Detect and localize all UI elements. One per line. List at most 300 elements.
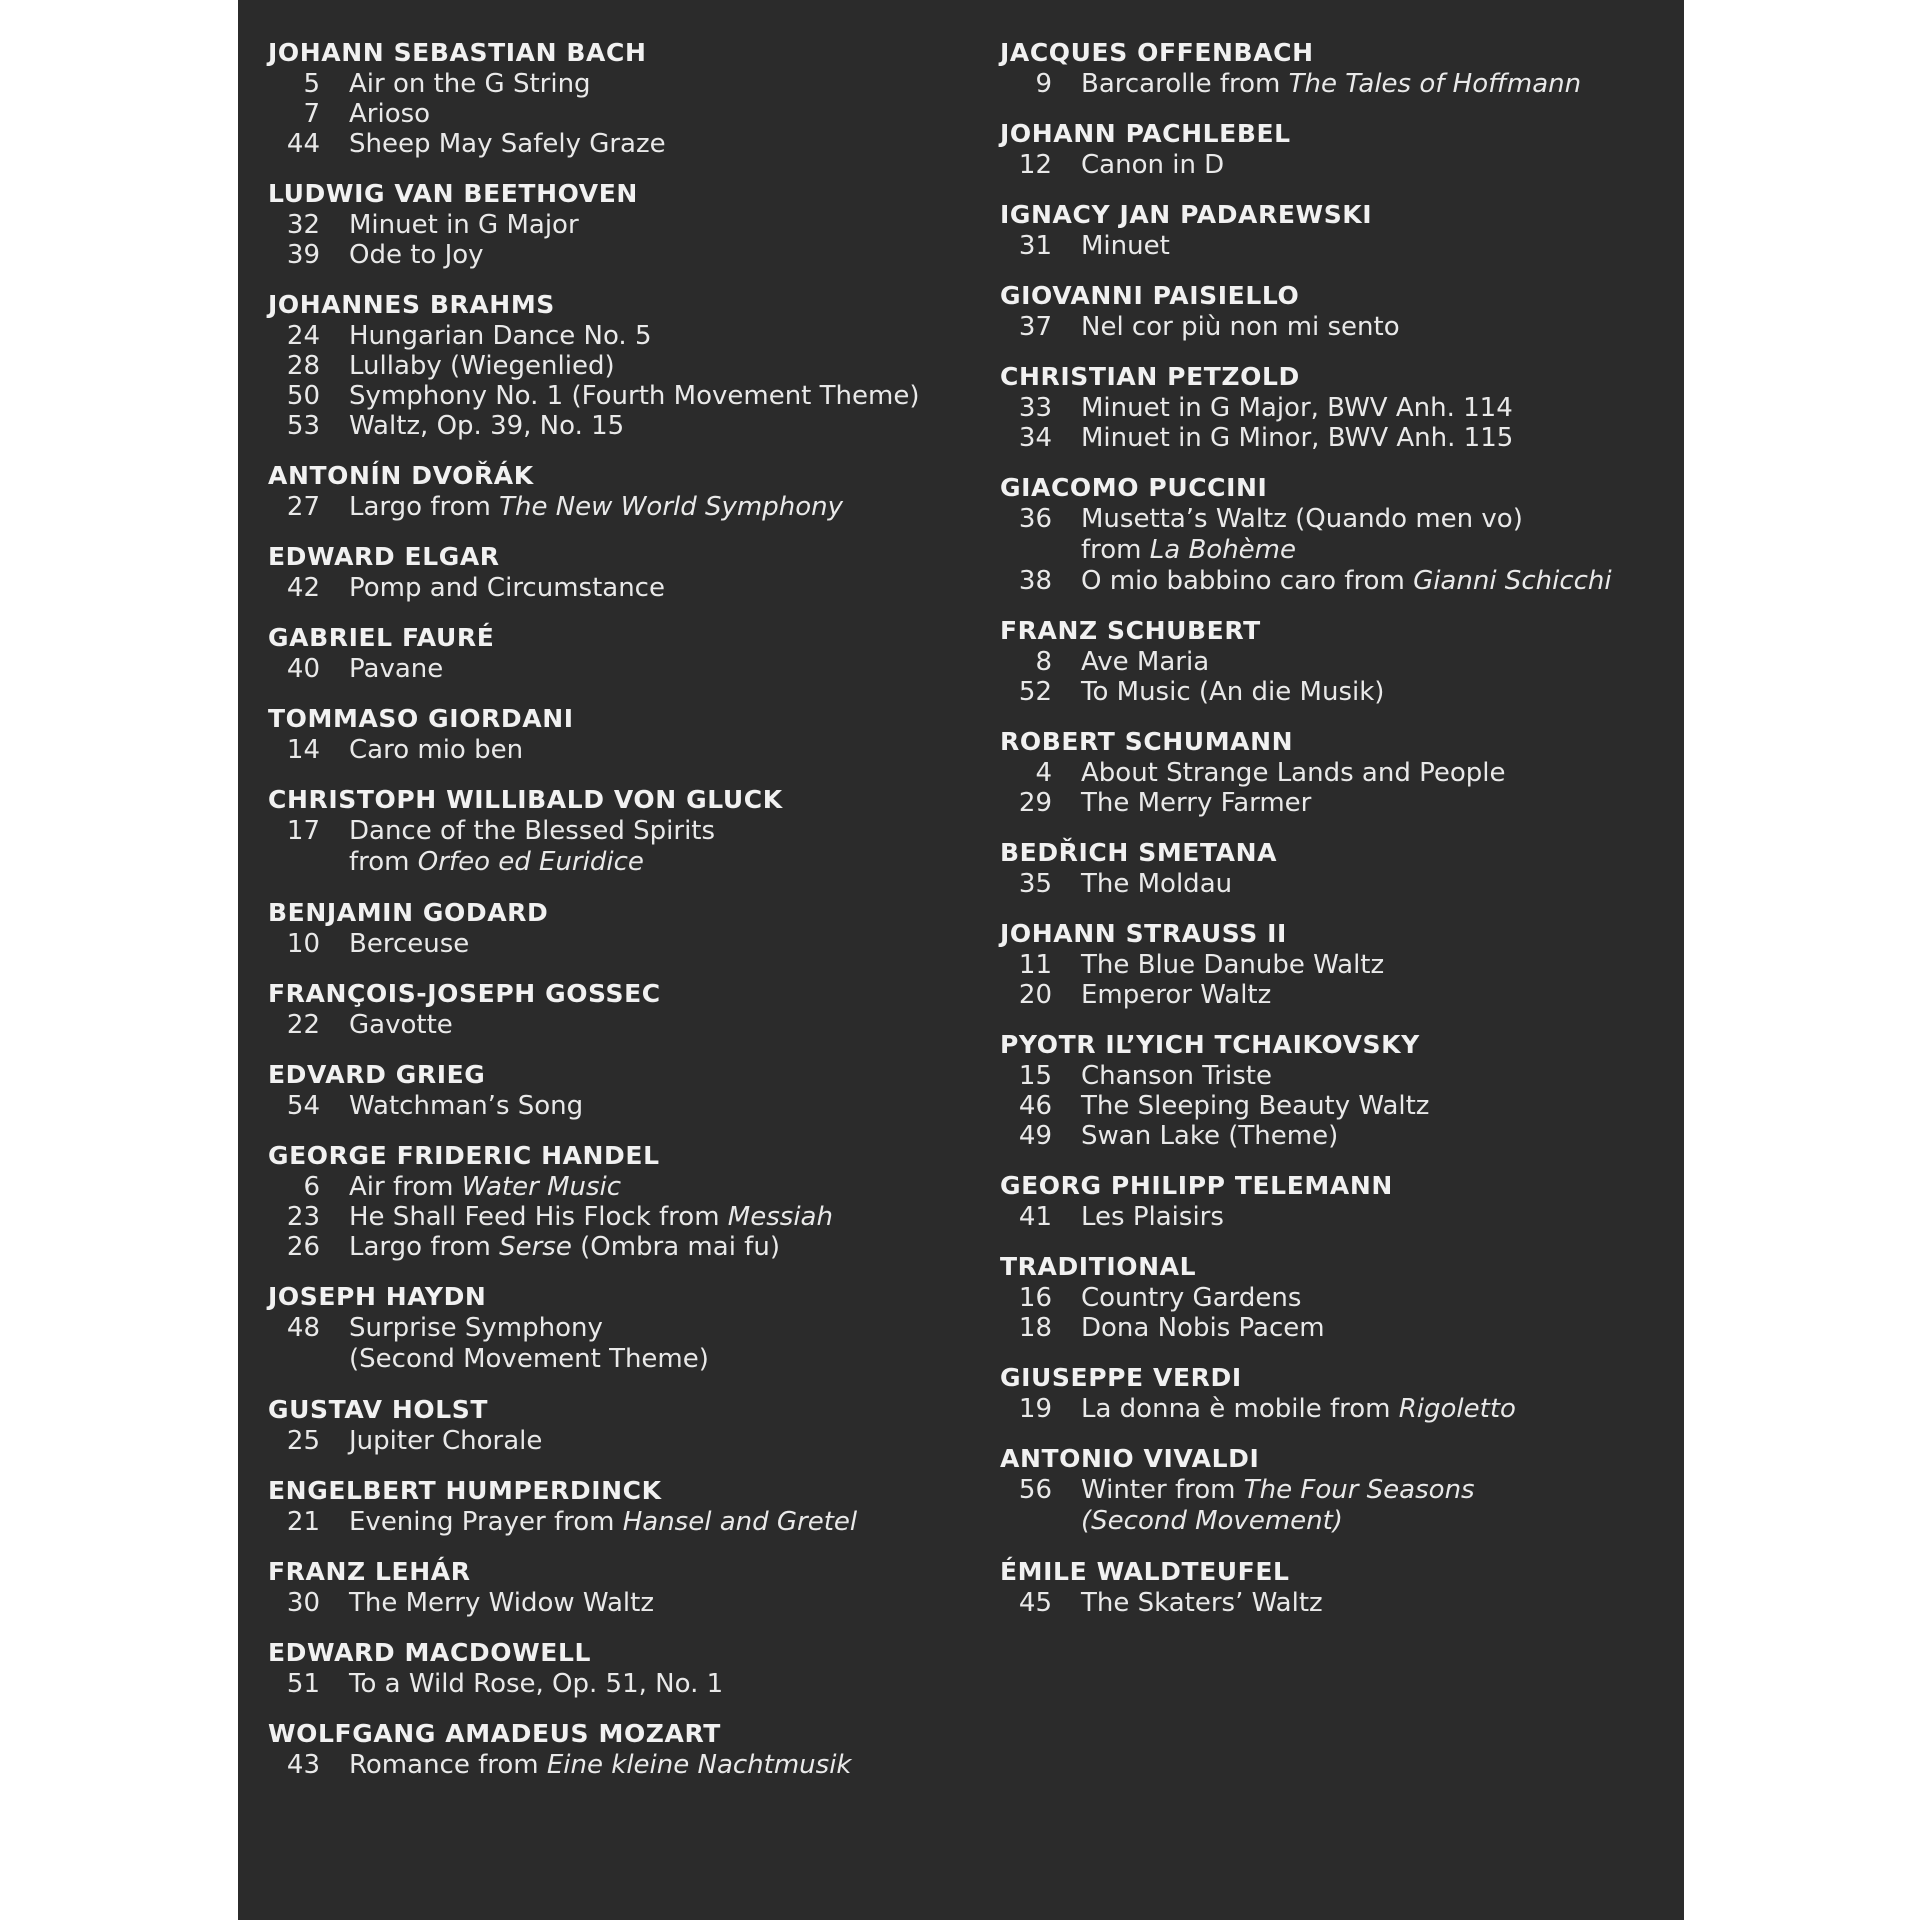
composer-name: JACQUES OFFENBACH: [1000, 38, 1314, 67]
page-number: 36: [1018, 504, 1052, 534]
page-number: 42: [286, 573, 320, 603]
composer-edward-elgar: [268, 540, 968, 603]
composer-name: TRADITIONAL: [1000, 1252, 1197, 1281]
piece-entry: [1000, 1202, 1680, 1232]
piece-title: [1081, 312, 1400, 342]
composer-name: FRANÇOIS-JOSEPH GOSSEC: [268, 979, 661, 1008]
piece-entry: [268, 654, 968, 684]
title-italic-segment: Eine kleine Nachtmusik: [546, 1750, 852, 1780]
page-number: 28: [286, 351, 320, 381]
page-number: 33: [1018, 393, 1052, 423]
title-segment: Jupiter Chorale: [349, 1426, 543, 1456]
piece-entry: [1000, 231, 1680, 261]
composer-giacomo-puccini: [1000, 471, 1680, 596]
title-italic-segment: The Tales of Hoffmann: [1288, 69, 1582, 99]
title-segment: Lullaby (Wiegenlied): [349, 351, 615, 381]
piece-entry: [268, 99, 968, 129]
composer-name: LUDWIG VAN BEETHOVEN: [268, 179, 638, 208]
composer-name: CHRISTIAN PETZOLD: [1000, 362, 1300, 391]
piece-title: [1081, 150, 1224, 180]
right-column: [1000, 36, 1680, 1636]
page-number: 5: [303, 69, 320, 99]
title-italic-segment: Rigoletto: [1398, 1394, 1516, 1424]
title-segment: Ave Maria: [1081, 647, 1210, 677]
composer-johann-pachlebel: [1000, 117, 1680, 180]
composer-name: ROBERT SCHUMANN: [1000, 727, 1294, 756]
piece-title: [349, 1172, 621, 1202]
composer-johann-strauss-ii: [1000, 917, 1680, 1010]
title-segment: The Blue Danube Waltz: [1081, 950, 1385, 980]
piece-title: [1081, 1588, 1323, 1618]
title-segment: Gavotte: [349, 1010, 453, 1040]
page-number: 29: [1018, 788, 1052, 818]
piece-title: [1081, 677, 1384, 707]
title-segment: Dona Nobis Pacem: [1081, 1313, 1325, 1343]
piece-title: [349, 735, 523, 765]
piece-entry: [1000, 504, 1680, 534]
title-segment: Air on the G String: [349, 69, 591, 99]
page-number: 51: [286, 1669, 320, 1699]
piece-entry: [268, 1232, 968, 1262]
title-segment: (Ombra mai fu): [571, 1232, 780, 1262]
title-segment: Musetta’s Waltz (Quando men vo): [1081, 504, 1523, 534]
page-number: 48: [286, 1313, 320, 1343]
composer-christian-petzold: [1000, 360, 1680, 453]
title-italic-segment: La Bohème: [1149, 535, 1297, 565]
page-number: 25: [286, 1426, 320, 1456]
title-segment: Chanson Triste: [1081, 1061, 1272, 1091]
piece-entry: [268, 816, 968, 846]
piece-entry: [1000, 677, 1680, 707]
page-number: 53: [286, 411, 320, 441]
composer-name: EDWARD MACDOWELL: [268, 1638, 592, 1667]
title-segment: The Merry Farmer: [1081, 788, 1312, 818]
page-number: 14: [286, 735, 320, 765]
composer-pyotr-il-yich-tchaikovsky: [1000, 1028, 1680, 1151]
composer-name: TOMMASO GIORDANI: [268, 704, 574, 733]
piece-entry: [268, 573, 968, 603]
piece-entry-continuation: [1000, 1505, 1680, 1537]
piece-title: [1081, 758, 1505, 788]
page-number: 15: [1018, 1061, 1052, 1091]
composer-name: GABRIEL FAURÉ: [268, 623, 495, 652]
piece-entry: [1000, 150, 1680, 180]
piece-entry: [268, 1507, 968, 1537]
title-segment: Swan Lake (Theme): [1081, 1121, 1339, 1151]
title-segment: Barcarolle from: [1081, 69, 1289, 99]
title-segment: La donna è mobile from: [1081, 1394, 1399, 1424]
composer-gustav-holst: [268, 1393, 968, 1456]
piece-entry: [268, 1313, 968, 1343]
piece-entry: [1000, 980, 1680, 1010]
title-segment: Sheep May Safely Graze: [349, 129, 666, 159]
piece-entry: [1000, 69, 1680, 99]
composer-name: JOSEPH HAYDN: [268, 1282, 487, 1311]
title-segment: O mio babbino caro from: [1081, 566, 1414, 596]
composer-name: BENJAMIN GODARD: [268, 898, 549, 927]
piece-entry: [1000, 647, 1680, 677]
page-number: 7: [303, 99, 320, 129]
title-segment: To a Wild Rose, Op. 51, No. 1: [349, 1669, 724, 1699]
piece-entry-continuation: [1000, 534, 1680, 566]
piece-title: [349, 816, 715, 846]
piece-title: [349, 1669, 723, 1699]
page-number: 37: [1018, 312, 1052, 342]
number-spacer: [268, 1343, 320, 1375]
composer-jacques-offenbach: [1000, 36, 1680, 99]
composer-name: ÉMILE WALDTEUFEL: [1000, 1557, 1290, 1586]
piece-entry: [268, 1588, 968, 1618]
piece-title-continuation: [1081, 534, 1296, 566]
composer-edvard-grieg: [268, 1058, 968, 1121]
piece-title: [1081, 788, 1311, 818]
composer-antonin-dvorak: [268, 459, 968, 522]
piece-title: [349, 654, 443, 684]
page-number: 9: [1035, 69, 1052, 99]
piece-entry: [1000, 950, 1680, 980]
piece-entry-continuation: [268, 846, 968, 878]
composer-name: EDVARD GRIEG: [268, 1060, 486, 1089]
title-segment: About Strange Lands and People: [1081, 758, 1506, 788]
title-segment: (Second Movement Theme): [349, 1344, 709, 1374]
piece-title: [1081, 950, 1384, 980]
page-number: 17: [286, 816, 320, 846]
title-italic-segment: The New World Symphony: [499, 492, 843, 522]
composer-name: GUSTAV HOLST: [268, 1395, 489, 1424]
piece-entry: [268, 1669, 968, 1699]
number-spacer: [1000, 534, 1052, 566]
piece-entry: [268, 129, 968, 159]
composer-georg-philipp-telemann: [1000, 1169, 1680, 1232]
piece-title: [349, 351, 615, 381]
piece-title: [1081, 1394, 1516, 1424]
title-segment: Waltz, Op. 39, No. 15: [349, 411, 625, 441]
composer-giovanni-paisiello: [1000, 279, 1680, 342]
piece-title: [349, 210, 579, 240]
page-number: 40: [286, 654, 320, 684]
page-number: 22: [286, 1010, 320, 1040]
piece-title: [1081, 423, 1513, 453]
title-segment: Les Plaisirs: [1081, 1202, 1224, 1232]
composer-name: FRANZ SCHUBERT: [1000, 616, 1261, 645]
title-segment: Minuet in G Minor, BWV Anh. 115: [1081, 423, 1514, 453]
title-segment: Dance of the Blessed Spirits: [349, 816, 716, 846]
composer-name: GIUSEPPE VERDI: [1000, 1363, 1242, 1392]
title-segment: Largo from: [349, 1232, 500, 1262]
piece-title: [349, 1232, 780, 1262]
page-number: 11: [1018, 950, 1052, 980]
title-segment: Air from: [349, 1172, 462, 1202]
piece-entry: [268, 351, 968, 381]
composer-name: IGNACY JAN PADAREWSKI: [1000, 200, 1373, 229]
composer-giuseppe-verdi: [1000, 1361, 1680, 1424]
title-segment: from: [349, 847, 418, 877]
title-segment: Canon in D: [1081, 150, 1225, 180]
piece-title: [349, 1588, 654, 1618]
page-number: 10: [286, 929, 320, 959]
piece-title: [1081, 1061, 1272, 1091]
piece-entry: [268, 1172, 968, 1202]
piece-entry: [1000, 758, 1680, 788]
page-number: 30: [286, 1588, 320, 1618]
title-segment: He Shall Feed His Flock from: [349, 1202, 728, 1232]
title-segment: Arioso: [349, 99, 431, 129]
title-italic-segment: Orfeo ed Euridice: [417, 847, 644, 877]
piece-entry: [1000, 1588, 1680, 1618]
page-number: 12: [1018, 150, 1052, 180]
title-segment: Minuet: [1081, 231, 1170, 261]
page-number: 19: [1018, 1394, 1052, 1424]
title-segment: Largo from: [349, 492, 500, 522]
piece-title: [349, 1091, 583, 1121]
page-number: 23: [286, 1202, 320, 1232]
piece-title: [349, 1202, 833, 1232]
title-segment: Minuet in G Major, BWV Anh. 114: [1081, 393, 1513, 423]
left-column: [268, 36, 968, 1798]
page-number: 49: [1018, 1121, 1052, 1151]
composer-benjamin-godard: [268, 896, 968, 959]
composer-name: FRANZ LEHÁR: [268, 1557, 471, 1586]
title-segment: Berceuse: [349, 929, 470, 959]
page-number: 54: [286, 1091, 320, 1121]
piece-entry: [268, 929, 968, 959]
piece-title: [349, 321, 652, 351]
title-segment: Ode to Joy: [349, 240, 484, 270]
page-number: 31: [1018, 231, 1052, 261]
title-segment: Evening Prayer from: [349, 1507, 623, 1537]
title-segment: Nel cor più non mi sento: [1081, 312, 1400, 342]
composer-name: ANTONIO VIVALDI: [1000, 1444, 1260, 1473]
page-number: 6: [303, 1172, 320, 1202]
title-segment: Hungarian Dance No. 5: [349, 321, 652, 351]
title-segment: Country Gardens: [1081, 1283, 1302, 1313]
piece-title-continuation: [349, 846, 644, 878]
composer-edward-macdowell: [268, 1636, 968, 1699]
title-segment: To Music (An die Musik): [1081, 677, 1385, 707]
piece-entry: [268, 1202, 968, 1232]
title-segment: Watchman’s Song: [349, 1091, 584, 1121]
piece-title: [1081, 1475, 1475, 1505]
composer-name: ENGELBERT HUMPERDINCK: [268, 1476, 662, 1505]
piece-title: [349, 1750, 852, 1780]
piece-entry: [1000, 1121, 1680, 1151]
piece-entry: [268, 1750, 968, 1780]
composer-bedrich-smetana: [1000, 836, 1680, 899]
page-number: 26: [286, 1232, 320, 1262]
piece-entry: [1000, 1313, 1680, 1343]
piece-title: [349, 1426, 542, 1456]
piece-title: [349, 492, 843, 522]
page-number: 18: [1018, 1313, 1052, 1343]
composer-name: WOLFGANG AMADEUS MOZART: [268, 1719, 721, 1748]
page-number: 8: [1035, 647, 1052, 677]
title-segment: The Merry Widow Waltz: [349, 1588, 654, 1618]
composer-name: CHRISTOPH WILLIBALD VON GLUCK: [268, 785, 783, 814]
piece-title: [1081, 980, 1271, 1010]
piece-entry: [268, 381, 968, 411]
piece-title: [1081, 1121, 1338, 1151]
piece-title: [1081, 504, 1523, 534]
page-number: 56: [1018, 1475, 1052, 1505]
piece-title: [1081, 647, 1209, 677]
piece-entry-continuation: [268, 1343, 968, 1375]
piece-title: [1081, 393, 1513, 423]
composer-franz-schubert: [1000, 614, 1680, 707]
piece-entry: [268, 1091, 968, 1121]
composer-name: GEORG PHILIPP TELEMANN: [1000, 1171, 1393, 1200]
piece-title: [1081, 1091, 1429, 1121]
title-italic-segment: Gianni Schicchi: [1413, 566, 1612, 596]
title-segment: from: [1081, 535, 1150, 565]
title-segment: Pavane: [349, 654, 444, 684]
piece-entry: [268, 240, 968, 270]
composer-name: ANTONÍN DVOŘÁK: [268, 461, 534, 490]
composer-johann-sebastian-bach: [268, 36, 968, 159]
title-segment: Minuet in G Major: [349, 210, 579, 240]
piece-entry: [1000, 423, 1680, 453]
piece-entry: [1000, 869, 1680, 899]
piece-entry: [268, 69, 968, 99]
piece-title: [1081, 566, 1612, 596]
page-number: 24: [286, 321, 320, 351]
piece-title: [349, 99, 430, 129]
piece-title: [349, 129, 666, 159]
piece-title: [349, 240, 484, 270]
composer-name: JOHANNES BRAHMS: [268, 290, 555, 319]
page-number: 41: [1018, 1202, 1052, 1232]
piece-title: [349, 69, 591, 99]
composer-name: BEDŘICH SMETANA: [1000, 838, 1278, 867]
composer-ignacy-jan-padarewski: [1000, 198, 1680, 261]
piece-entry: [1000, 1091, 1680, 1121]
title-segment: Romance from: [349, 1750, 547, 1780]
title-italic-segment: Serse: [499, 1232, 572, 1262]
composer-traditional: [1000, 1250, 1680, 1343]
page-number: 20: [1018, 980, 1052, 1010]
piece-title: [1081, 1313, 1325, 1343]
piece-title-continuation: [349, 1343, 709, 1375]
piece-title: [349, 929, 469, 959]
piece-entry: [268, 321, 968, 351]
piece-title: [349, 573, 665, 603]
piece-entry: [1000, 1394, 1680, 1424]
title-segment: The Moldau: [1081, 869, 1233, 899]
page-number: 32: [286, 210, 320, 240]
title-segment: The Sleeping Beauty Waltz: [1081, 1091, 1430, 1121]
composer-franz-lehar: [268, 1555, 968, 1618]
piece-title: [349, 411, 624, 441]
piece-entry: [268, 1010, 968, 1040]
title-italic-segment: Water Music: [461, 1172, 622, 1202]
page-number: 46: [1018, 1091, 1052, 1121]
piece-entry: [1000, 393, 1680, 423]
composer-tommaso-giordani: [268, 702, 968, 765]
piece-title: [1081, 1202, 1224, 1232]
page-number: 52: [1018, 677, 1052, 707]
title-italic-segment: Hansel and Gretel: [622, 1507, 858, 1537]
title-italic-segment: The Four Seasons: [1243, 1475, 1475, 1505]
piece-title: [349, 1313, 603, 1343]
composer-name: GIOVANNI PAISIELLO: [1000, 281, 1300, 310]
piece-entry: [268, 492, 968, 522]
page-number: 16: [1018, 1283, 1052, 1313]
composer-francois-joseph-gossec: [268, 977, 968, 1040]
composer-ludwig-van-beethoven: [268, 177, 968, 270]
composer-engelbert-humperdinck: [268, 1474, 968, 1537]
page-number: 27: [286, 492, 320, 522]
page-number: 35: [1018, 869, 1052, 899]
composer-johannes-brahms: [268, 288, 968, 441]
title-segment: Emperor Waltz: [1081, 980, 1272, 1010]
piece-title: [1081, 869, 1232, 899]
page-number: 38: [1018, 566, 1052, 596]
composer-emile-waldteufel: [1000, 1555, 1680, 1618]
title-italic-segment: Messiah: [727, 1202, 833, 1232]
page-number: 21: [286, 1507, 320, 1537]
composer-wolfgang-amadeus-mozart: [268, 1717, 968, 1780]
title-segment: Winter from: [1081, 1475, 1244, 1505]
piece-title-continuation: [1081, 1505, 1343, 1537]
piece-entry: [1000, 788, 1680, 818]
title-italic-segment: (Second Movement): [1081, 1506, 1343, 1536]
page-number: 44: [286, 129, 320, 159]
piece-title: [349, 1507, 857, 1537]
piece-title: [349, 1010, 453, 1040]
page-number: 34: [1018, 423, 1052, 453]
piece-entry: [268, 735, 968, 765]
composer-name: EDWARD ELGAR: [268, 542, 500, 571]
contents-page: [238, 0, 1684, 1920]
piece-entry: [268, 210, 968, 240]
title-segment: Pomp and Circumstance: [349, 573, 665, 603]
title-segment: The Skaters’ Waltz: [1081, 1588, 1323, 1618]
piece-entry: [268, 1426, 968, 1456]
piece-entry: [268, 411, 968, 441]
composer-gabriel-faure: [268, 621, 968, 684]
composer-name: PYOTR IL’YICH TCHAIKOVSKY: [1000, 1030, 1420, 1059]
piece-entry: [1000, 1061, 1680, 1091]
number-spacer: [268, 846, 320, 878]
composer-name: JOHANN SEBASTIAN BACH: [268, 38, 647, 67]
page-number: 39: [286, 240, 320, 270]
composer-antonio-vivaldi: [1000, 1442, 1680, 1537]
composer-george-frideric-handel: [268, 1139, 968, 1262]
piece-title: [1081, 231, 1170, 261]
piece-entry: [1000, 1475, 1680, 1505]
composer-christoph-willibald-von-gluck: [268, 783, 968, 878]
composer-name: JOHANN STRAUSS II: [1000, 919, 1287, 948]
page-number: 4: [1035, 758, 1052, 788]
piece-entry: [1000, 312, 1680, 342]
page-number: 50: [286, 381, 320, 411]
composer-robert-schumann: [1000, 725, 1680, 818]
page-number: 43: [286, 1750, 320, 1780]
piece-title: [1081, 1283, 1301, 1313]
composer-name: JOHANN PACHLEBEL: [1000, 119, 1291, 148]
piece-title: [1081, 69, 1581, 99]
page-number: 45: [1018, 1588, 1052, 1618]
number-spacer: [1000, 1505, 1052, 1537]
title-segment: Surprise Symphony: [349, 1313, 603, 1343]
composer-name: GIACOMO PUCCINI: [1000, 473, 1268, 502]
piece-entry: [1000, 1283, 1680, 1313]
piece-title: [349, 381, 919, 411]
composer-name: GEORGE FRIDERIC HANDEL: [268, 1141, 660, 1170]
title-segment: Symphony No. 1 (Fourth Movement Theme): [349, 381, 920, 411]
piece-entry: [1000, 566, 1680, 596]
composer-joseph-haydn: [268, 1280, 968, 1375]
title-segment: Caro mio ben: [349, 735, 524, 765]
